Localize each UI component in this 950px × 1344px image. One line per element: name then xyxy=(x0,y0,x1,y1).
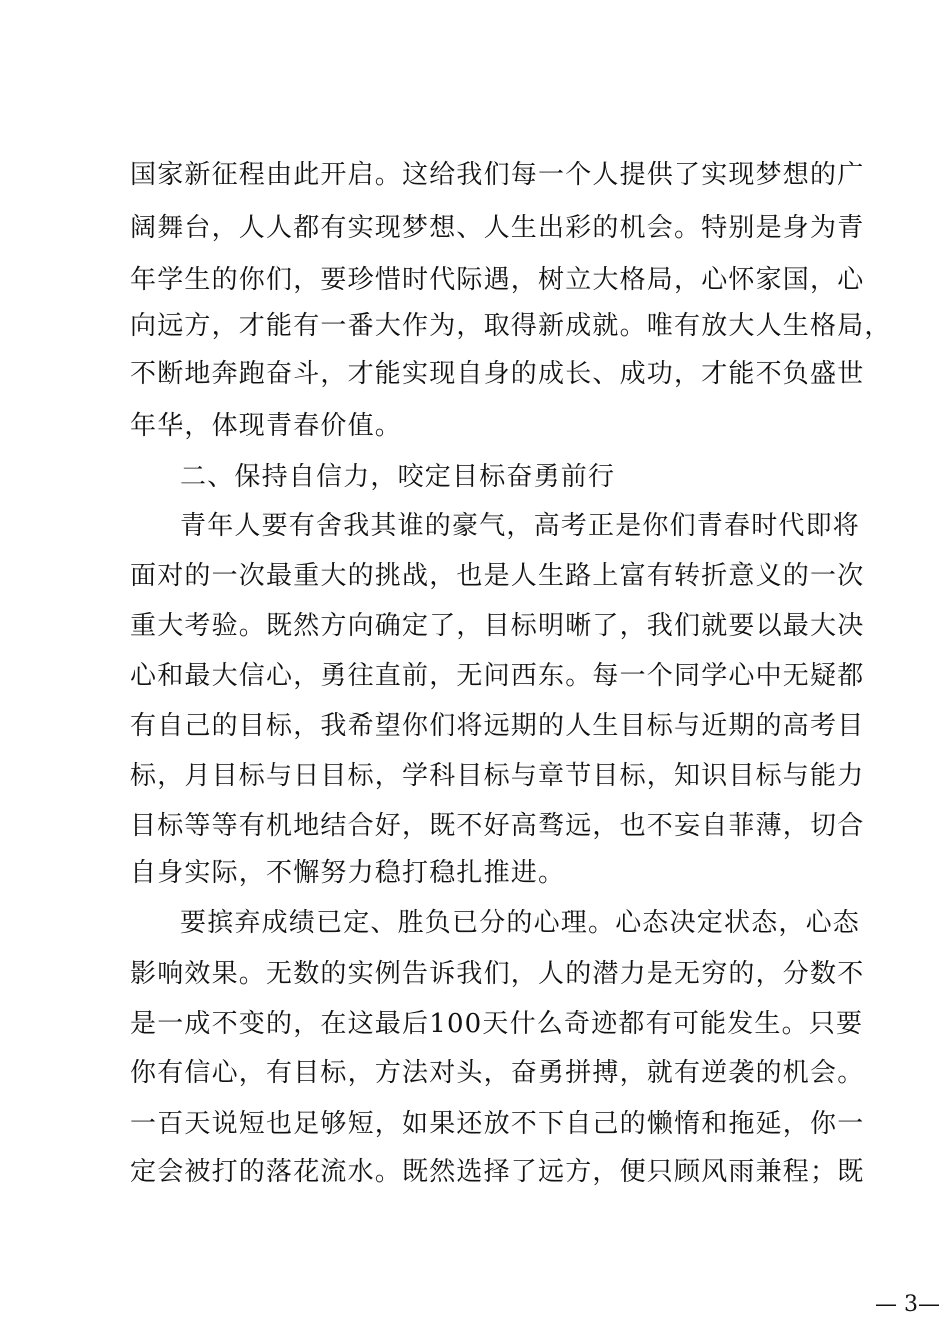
body-text-line: 是一成不变的，在这最后100天什么奇迹都有可能发生。只要 xyxy=(130,1009,864,1039)
body-text-line: 自身实际，不懈努力稳打稳扎推进。 xyxy=(130,858,566,888)
body-text-line: 要摈弃成绩已定、胜负已分的心理。心态决定状态，心态 xyxy=(180,908,861,938)
body-text-line: 向远方，才能有一番大作为，取得新成就。唯有放大人生格局， xyxy=(130,311,892,341)
body-text-line: 年华，体现青春价值。 xyxy=(130,411,403,441)
body-text-line: 心和最大信心，勇往直前，无问西东。每一个同学心中无疑都 xyxy=(130,661,865,691)
body-text-line: 重大考验。既然方向确定了，目标明晰了，我们就要以最大决 xyxy=(130,611,865,641)
body-text-line: 年学生的你们，要珍惜时代际遇，树立大格局，心怀家国，心 xyxy=(130,265,865,295)
body-text-line: 一百天说短也足够短，如果还放不下自己的懒惰和拖延，你一 xyxy=(130,1109,865,1139)
body-text-line: 标，月目标与日目标，学科目标与章节目标，知识目标与能力 xyxy=(130,761,865,791)
page-number: — 3— xyxy=(875,1292,940,1317)
body-text-line: 定会被打的落花流水。既然选择了远方，便只顾风雨兼程；既 xyxy=(130,1157,865,1187)
body-text-line: 目标等等有机地结合好，既不好高骛远，也不妄自菲薄，切合 xyxy=(130,811,865,841)
body-text-line: 国家新征程由此开启。这给我们每一个人提供了实现梦想的广 xyxy=(130,160,865,190)
body-text-line: 影响效果。无数的实例告诉我们，人的潜力是无穷的，分数不 xyxy=(130,959,865,989)
section-heading: 二、保持自信力，咬定目标奋勇前行 xyxy=(180,462,616,492)
body-text-line: 面对的一次最重大的挑战，也是人生路上富有转折意义的一次 xyxy=(130,561,865,591)
body-text-line: 有自己的目标，我希望你们将远期的人生目标与近期的高考目 xyxy=(130,711,865,741)
body-text-line: 阔舞台，人人都有实现梦想、人生出彩的机会。特别是身为青 xyxy=(130,213,865,243)
body-text-line: 你有信心，有目标，方法对头，奋勇拼搏，就有逆袭的机会。 xyxy=(130,1058,865,1088)
body-text-line: 不断地奔跑奋斗，才能实现自身的成长、成功，才能不负盛世 xyxy=(130,359,865,389)
body-text-line: 青年人要有舍我其谁的豪气，高考正是你们青春时代即将 xyxy=(180,511,861,541)
